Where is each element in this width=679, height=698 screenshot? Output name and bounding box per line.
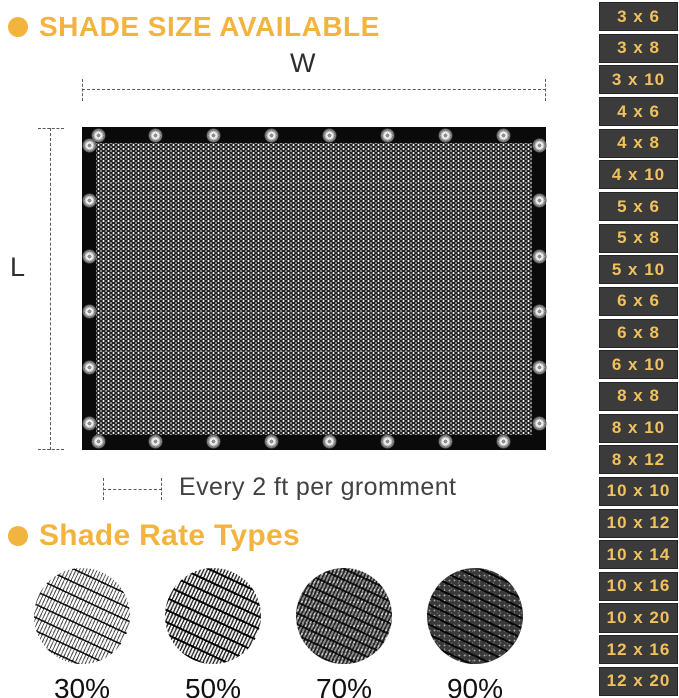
length-dimension-line: [50, 128, 51, 450]
grommet-spacing-tick-right: [161, 478, 162, 500]
size-item: 8 x 12: [599, 445, 678, 474]
shade-rate-percent: 50%: [184, 673, 242, 698]
size-item: 6 x 6: [599, 287, 678, 316]
mesh-sample-icon: [34, 568, 130, 664]
grommet-icon: [265, 435, 278, 448]
shade-rate-list: [22, 568, 535, 698]
size-item: 8 x 8: [599, 382, 678, 411]
size-item: 4 x 8: [599, 129, 678, 158]
size-item: 10 x 10: [599, 477, 678, 506]
grommet-icon: [533, 139, 546, 152]
size-item: 3 x 6: [599, 2, 678, 31]
shade-rate-item: [22, 568, 142, 698]
size-item: 10 x 12: [599, 509, 678, 538]
grommet-icon: [149, 435, 162, 448]
bullet-icon: [8, 526, 28, 546]
grommet-icon: [83, 250, 96, 263]
length-dimension-tick-bottom: [38, 449, 64, 450]
grommet-icon: [83, 361, 96, 374]
length-dimension-tick-top: [38, 128, 64, 129]
grommet-icon: [439, 129, 452, 142]
length-dimension-label: L: [10, 252, 26, 282]
grommet-icon: [533, 250, 546, 263]
size-item: 6 x 8: [599, 319, 678, 348]
width-dimension-tick-left: [82, 79, 83, 101]
grommet-note: Every 2 ft per gromment: [179, 473, 457, 501]
grommet-icon: [207, 129, 220, 142]
grommet-icon: [265, 129, 278, 142]
grommet-spacing-line: [103, 489, 162, 490]
size-item: 10 x 14: [599, 540, 678, 569]
size-item: 6 x 10: [599, 350, 678, 379]
shade-size-heading-label: SHADE SIZE AVAILABLE: [39, 11, 380, 42]
grommet-icon: [83, 139, 96, 152]
shade-rate-item: [284, 568, 404, 698]
grommet-icon: [83, 194, 96, 207]
size-item: 3 x 8: [599, 34, 678, 63]
shade-rate-item: [415, 568, 535, 698]
size-item: 12 x 20: [599, 667, 678, 696]
size-item: 10 x 20: [599, 603, 678, 632]
width-dimension-line: [82, 89, 546, 90]
grommet-icon: [323, 435, 336, 448]
shade-rate-percent: 70%: [315, 673, 373, 698]
size-item: 10 x 16: [599, 572, 678, 601]
grommet-icon: [381, 435, 394, 448]
grommet-icon: [497, 435, 510, 448]
size-item: 8 x 10: [599, 414, 678, 443]
grommet-icon: [83, 305, 96, 318]
grommet-icon: [533, 417, 546, 430]
shade-rate-percent: 90%: [446, 673, 504, 698]
width-dimension-tick-right: [545, 79, 546, 101]
grommet-icon: [92, 435, 105, 448]
shade-mesh-texture: [96, 143, 532, 435]
grommet-icon: [381, 129, 394, 142]
grommet-icon: [149, 129, 162, 142]
shade-rate-heading-label: Shade Rate Types: [39, 519, 301, 552]
bullet-icon: [8, 17, 28, 37]
size-item: 12 x 16: [599, 635, 678, 664]
size-item: 4 x 6: [599, 97, 678, 126]
grommet-spacing-tick-left: [103, 478, 104, 500]
size-item: 4 x 10: [599, 160, 678, 189]
size-item: 5 x 8: [599, 224, 678, 253]
grommet-icon: [533, 361, 546, 374]
grommet-icon: [533, 194, 546, 207]
grommet-icon: [323, 129, 336, 142]
mesh-sample-icon: [165, 568, 261, 664]
mesh-sample-icon: [296, 568, 392, 664]
size-item: 5 x 6: [599, 192, 678, 221]
size-item: 3 x 10: [599, 65, 678, 94]
mesh-sample-icon: [427, 568, 523, 664]
size-list: [597, 0, 679, 698]
grommet-icon: [497, 129, 510, 142]
shade-rate-percent: 30%: [53, 673, 111, 698]
grommet-icon: [533, 305, 546, 318]
shade-rate-heading: [8, 519, 300, 553]
width-dimension-label: W: [290, 48, 316, 78]
shade-size-heading: [8, 11, 380, 43]
shade-rate-item: [153, 568, 273, 698]
shade-net: [82, 127, 546, 450]
size-item: 5 x 10: [599, 255, 678, 284]
grommet-icon: [83, 417, 96, 430]
grommet-icon: [439, 435, 452, 448]
grommet-icon: [207, 435, 220, 448]
